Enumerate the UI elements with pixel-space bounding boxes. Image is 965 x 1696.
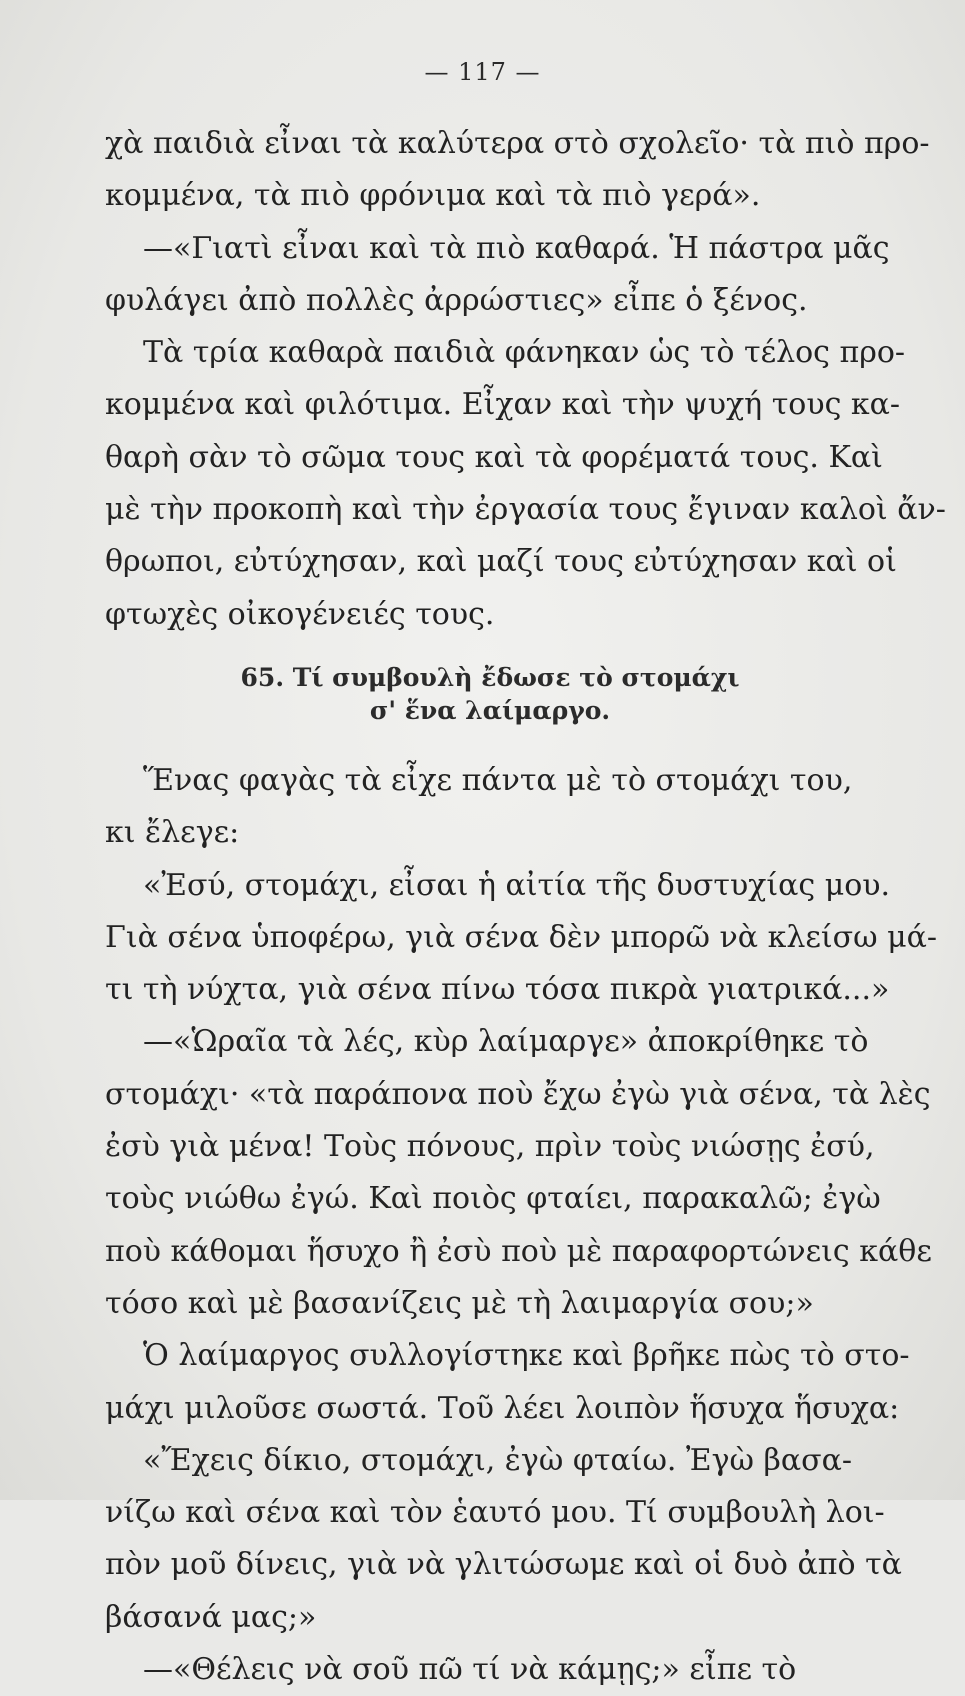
text-line: Ἕνας φαγὰς τὰ εἶχε πάντα μὲ τὸ στομάχι του, (143, 762, 853, 798)
text-line: κομμένα, τὰ πιὸ φρόνιμα καὶ τὰ πιὸ γερά». (105, 178, 761, 214)
text-line: τόσο καὶ μὲ βασανίζεις μὲ τὴ λαιμαργία σου;» (105, 1285, 814, 1321)
text-line: χὰ παιδιὰ εἶναι τὰ καλύτερα στὸ σχολεῖο· τὰ πιὸ προ- (105, 126, 930, 161)
text-line: ἐσὺ γιὰ μένα! Τοὺς πόνους, πρὶν τοὺς νιώσῃς ἐσύ, (105, 1129, 875, 1165)
text-line: «Ἐσύ, στομάχι, εἶσαι ἡ αἰτία τῆς δυστυχίας μου. (143, 867, 891, 903)
text-line: θρωποι, εὐτύχησαν, καὶ μαζί τους εὐτύχησαν καὶ οἱ (105, 544, 897, 580)
text-line: φυλάγει ἀπὸ πολλὲς ἀρρώστιες» εἶπε ὁ ξένος. (105, 282, 808, 318)
paragraph-1 (105, 118, 946, 641)
text-line: βάσανά μας;» (105, 1599, 317, 1635)
text-line: κομμένα καὶ φιλότιμα. Εἶχαν καὶ τὴν ψυχή τους κα- (105, 387, 901, 423)
text-line: τι τὴ νύχτα, γιὰ σένα πίνω τόσα πικρὰ γιατρικά...» (105, 972, 890, 1008)
text-line: θαρὴ σὰν τὸ σῶμα τους καὶ τὰ φορέματά τους. Καὶ (105, 439, 883, 475)
text-line: μάχι μιλοῦσε σωστά. Τοῦ λέει λοιπὸν ἥσυχα ἥσυχα: (105, 1390, 900, 1426)
text-line: τοὺς νιώθω ἐγώ. Καὶ ποιὸς φταίει, παρακαλῶ; ἐγὼ (105, 1181, 881, 1217)
text-line: Τὰ τρία καθαρὰ παιδιὰ φάνηκαν ὡς τὸ τέλος προ- (143, 335, 906, 371)
text-line: νίζω καὶ σένα καὶ τὸν ἑαυτό μου. Τί συμβουλὴ λοι- (105, 1495, 885, 1531)
text-line: ποὺ κάθομαι ἥσυχο ἢ ἐσὺ ποὺ μὲ παραφορτώνεις κάθε (105, 1233, 932, 1269)
text-line: —«Γιατὶ εἶναι καὶ τὰ πιὸ καθαρά. Ἡ πάστρα μᾶς (143, 230, 890, 266)
section-heading-line-2: σ' ἕνα λαίμαργο. (369, 695, 611, 725)
text-line: Ὁ λαίμαργος συλλογίστηκε καὶ βρῆκε πὼς τὸ στο- (143, 1338, 910, 1374)
text-line: «Ἔχεις δίκιο, στομάχι, ἐγὼ φταίω. Ἐγὼ βασα- (143, 1442, 852, 1478)
text-line: —«Θέλεις νὰ σοῦ πῶ τί νὰ κάμῃς;» εἶπε τὸ (143, 1652, 797, 1688)
page-body (105, 118, 946, 1696)
text-line: στομάχι· «τὰ παράπονα ποὺ ἔχω ἐγὼ γιὰ σένα, τὰ λὲς (105, 1076, 931, 1112)
section-heading-line-1: 65. Τί συμβουλὴ ἔδωσε τὸ στομάχι (240, 662, 740, 692)
paragraph-2 (105, 755, 938, 1696)
page-number: — 117 — (424, 58, 541, 86)
text-line: μὲ τὴν προκοπὴ καὶ τὴν ἐργασία τους ἔγιναν καλοὶ ἄν- (105, 492, 946, 528)
text-line: Γιὰ σένα ὑποφέρω, γιὰ σένα δὲν μπορῶ νὰ κλείσω μά- (105, 919, 938, 955)
text-line: πὸν μοῦ δίνεις, γιὰ νὰ γλιτώσωμε καὶ οἱ δυὸ ἀπὸ τὰ (105, 1547, 902, 1583)
text-line: —«Ὡραῖα τὰ λές, κὺρ λαίμαργε» ἀποκρίθηκε τὸ (143, 1024, 869, 1060)
text-line: φτωχὲς οἰκογένειές τους. (105, 596, 495, 632)
text-line: κι ἔλεγε: (105, 815, 240, 851)
